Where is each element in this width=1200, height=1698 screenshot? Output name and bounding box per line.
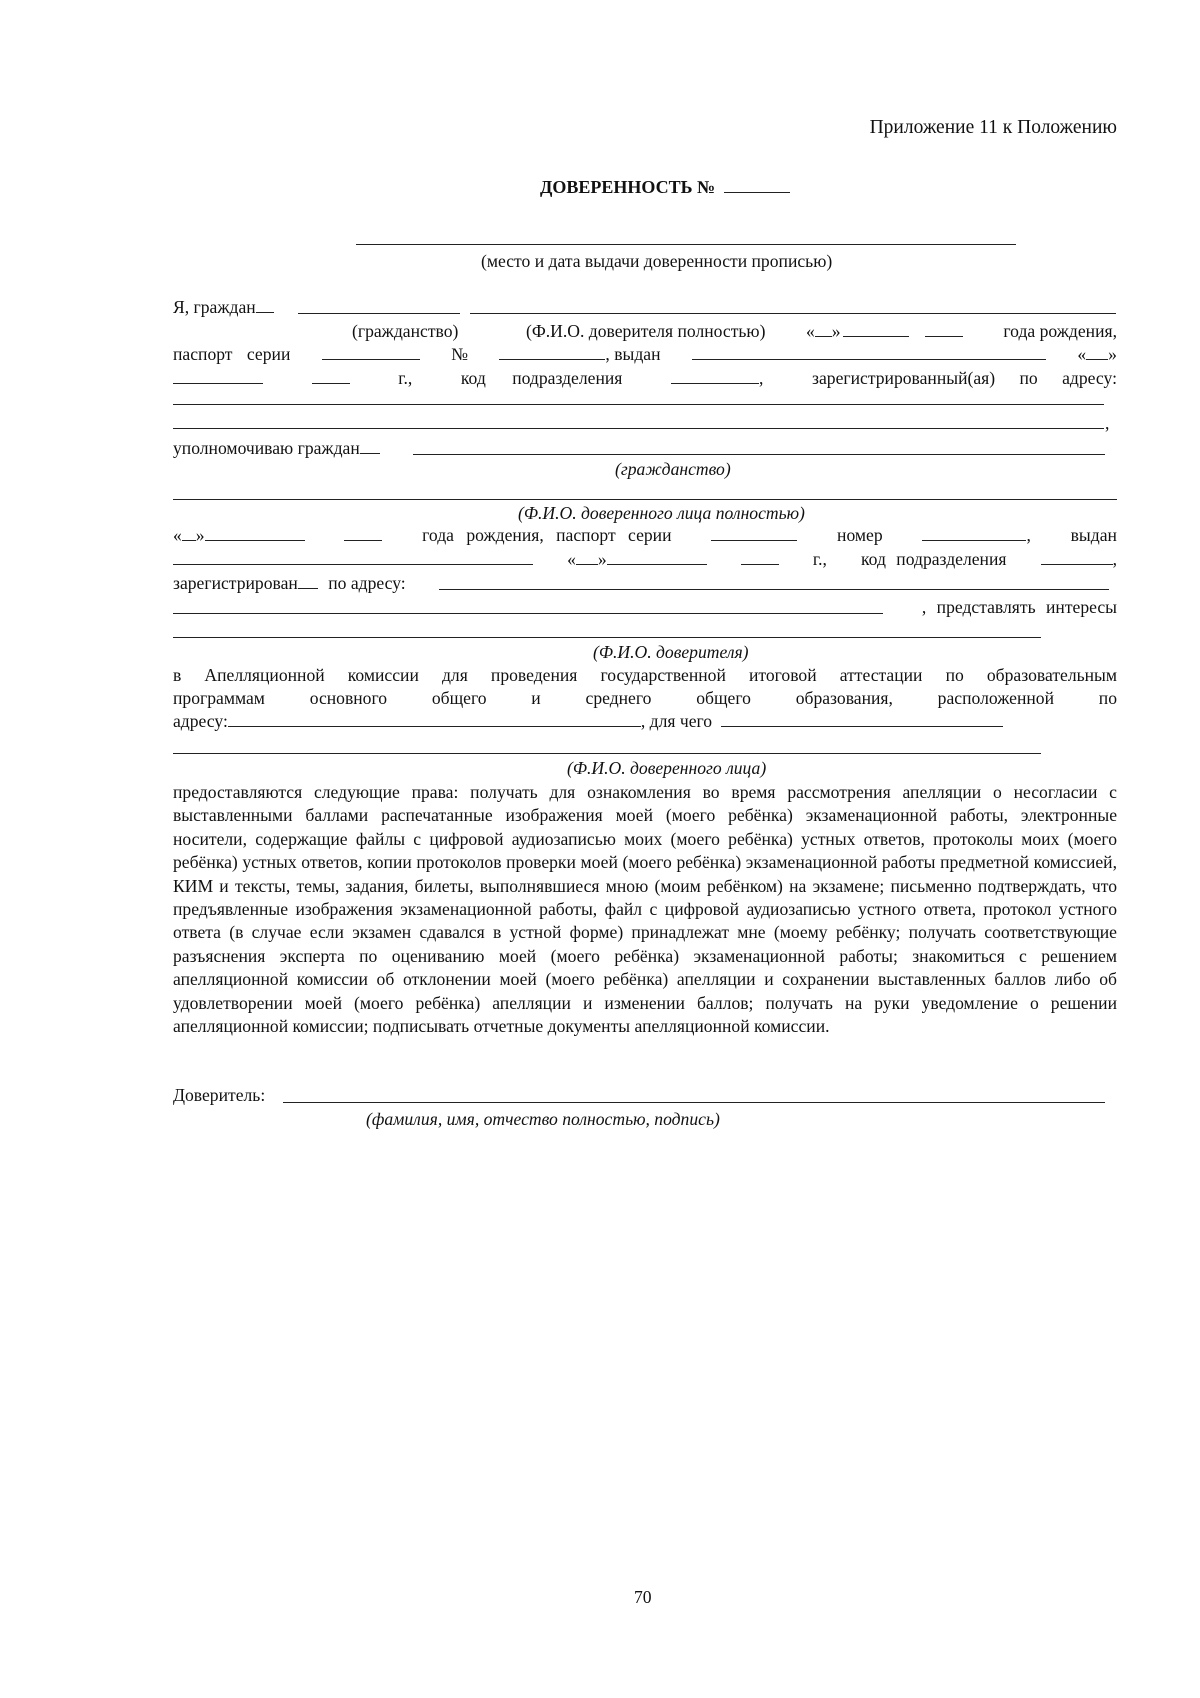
principal-birthdate: « » [806, 320, 963, 342]
principal-division-row: г., код подразделения , зарегистрированный(ая) по адресу: [173, 367, 1117, 389]
principal-fio-caption: (Ф.И.О. доверителя полностью) [526, 321, 766, 341]
commission-address-label: адресу: [173, 711, 228, 731]
passport-issue-month-field[interactable] [173, 369, 263, 384]
signature-field[interactable] [283, 1102, 1105, 1103]
rep-issue-year-field[interactable] [741, 550, 779, 565]
rep-division-label: код подразделения [861, 549, 1007, 569]
principal-division-field[interactable] [671, 369, 759, 384]
passport-number-label: № [451, 344, 468, 364]
principal-registered-label: зарегистрированный(ая) по адресу: [812, 368, 1117, 388]
rep-year-abbr: г., [812, 549, 827, 569]
rep-registered-label: зарегистрирован по адресу: [173, 573, 406, 593]
commission-for-which-field[interactable] [721, 712, 1003, 727]
issue-place-date-field[interactable] [356, 244, 1016, 245]
page-number: 70 [634, 1587, 652, 1607]
principal-fio-field[interactable] [470, 313, 1116, 314]
rep-passport-series-field[interactable] [711, 526, 797, 541]
principal-citizen-label: Я, граждан [173, 296, 274, 318]
principal-fio-represent-field[interactable] [173, 637, 1041, 638]
principal-address-line-2[interactable] [173, 428, 1104, 429]
representative-passport-row: « » года рождения, паспорт серии номер , выдан [173, 525, 1117, 545]
passport-issue-day-field[interactable] [1086, 345, 1108, 360]
commission-for-which-label: , для чего [640, 711, 713, 731]
principal-citizen-suffix-field[interactable] [256, 298, 274, 313]
principal-fio-represent-caption: (Ф.И.О. доверителя) [593, 642, 749, 662]
representative-citizenship-caption: (гражданство) [615, 459, 731, 479]
rep-birth-year-field[interactable] [344, 526, 382, 541]
principal-birth-day-field[interactable] [815, 322, 832, 337]
rep-fio-rights-caption: (Ф.И.О. доверенного лица) [567, 758, 767, 778]
rep-fio-rights-field[interactable] [173, 753, 1041, 754]
rep-birth-day-field[interactable] [182, 526, 196, 541]
passport-number-field[interactable] [499, 345, 605, 360]
passport-series-field[interactable] [322, 345, 420, 360]
principal-birth-month-field[interactable] [843, 322, 909, 337]
principal-birth-year-field[interactable] [925, 322, 963, 337]
authorize-citizen-suffix-field[interactable] [360, 439, 380, 454]
issue-place-date-caption: (место и дата выдачи доверенности прописью) [481, 251, 833, 271]
representative-fio-caption: (Ф.И.О. доверенного лица полностью) [518, 503, 805, 523]
rep-birth-month-field[interactable] [205, 526, 305, 541]
rep-registered-suffix-field[interactable] [298, 574, 318, 589]
principal-address-line-1[interactable] [173, 404, 1104, 405]
document-title [540, 176, 790, 198]
principal-year-abbr: г., [398, 368, 413, 388]
commission-line-2: программам основного общего и среднего общего образования, расположенной по [173, 688, 1117, 708]
passport-issue-year-field[interactable] [312, 369, 350, 384]
rep-issue-day-field[interactable] [576, 550, 598, 565]
signature-label: Доверитель: [173, 1085, 266, 1105]
authorize-label: уполномочиваю граждан [173, 437, 380, 459]
representative-fio-field[interactable] [173, 499, 1117, 500]
representative-division-row: « » г., код подразделения , [173, 548, 1117, 570]
rep-address-line-1[interactable] [439, 589, 1109, 590]
principal-address-comma: , [1105, 413, 1110, 433]
principal-passport-row: паспорт серии № , выдан « » [173, 344, 1117, 364]
passport-issued-label: выдан [614, 344, 661, 364]
commission-line-1: в Апелляционной комиссии для проведения государственной итоговой аттестации по образовательным [173, 665, 1117, 685]
passport-issued-by-field[interactable] [692, 345, 1046, 360]
rep-passport-number-field[interactable] [922, 526, 1026, 541]
commission-address-field[interactable] [228, 712, 641, 727]
passport-series-label: паспорт серии [173, 344, 291, 364]
document-title-text: ДОВЕРЕННОСТЬ № [540, 177, 716, 197]
principal-division-label: код подразделения [460, 368, 623, 388]
commission-address-row [173, 710, 1003, 732]
rep-passport-issued-label: выдан [1070, 525, 1117, 545]
rep-division-field[interactable] [1041, 550, 1113, 565]
principal-citizenship-caption: (гражданство) [352, 321, 459, 341]
signature-caption: (фамилия, имя, отчество полностью, подпись) [366, 1109, 720, 1129]
representative-citizenship-field[interactable] [413, 454, 1105, 455]
rep-address-line-2[interactable] [173, 613, 883, 614]
rep-passport-number-label: номер [837, 525, 883, 545]
rep-passport-series-label: года рождения, паспорт серии [422, 525, 672, 545]
appendix-label: Приложение 11 к Положению [869, 117, 1117, 138]
rep-issued-by-field[interactable] [173, 550, 533, 565]
rights-paragraph: предоставляются следующие права: получать для ознакомления во время рассмотрения апелляции о несогласии с выставленными баллами распечатанные изображения моей (моего ребёнка) экзаменационной работы, электронные носители, содержащие файлы с цифровой аудиозаписью моих (моего ребёнка) устных ответов, протоколы моих (моего ребёнка) устных ответов, копии протоколов проверки моей (моего ребёнка) экзаменационной работы предметной комиссией, КИМ и тексты, темы, задания, билеты, выполнявшиеся мною (моим ребёнком) на экзамене; письменно подтверждать, что предъявленные изображения экзаменационной работы, файл с цифровой аудиозаписью устного ответа, протокол устного ответа (в случае если экзамен сдавался в устной форме) принадлежат мне (моему ребёнку; получать соответствующие разъяснения эксперта по оцениванию моей (моего ребёнка) экзаменационной работы; знакомиться с решением апелляционной комиссии об отклонении моей (моего ребёнка) апелляции и сохранении выставленных баллов либо об удовлетворении моей (моего ребёнка) апелляции и изменении баллов; получать на руки уведомление о решении апелляционной комиссии; подписывать отчетные документы апелляционной комиссии. [173, 782, 1117, 1037]
represent-interests-label: , представлять интересы [921, 597, 1117, 617]
document-number-field[interactable] [724, 178, 790, 193]
rep-issue-month-field[interactable] [607, 550, 707, 565]
principal-citizenship-field[interactable] [298, 313, 460, 314]
principal-birth-year-label: года рождения, [1003, 321, 1117, 341]
